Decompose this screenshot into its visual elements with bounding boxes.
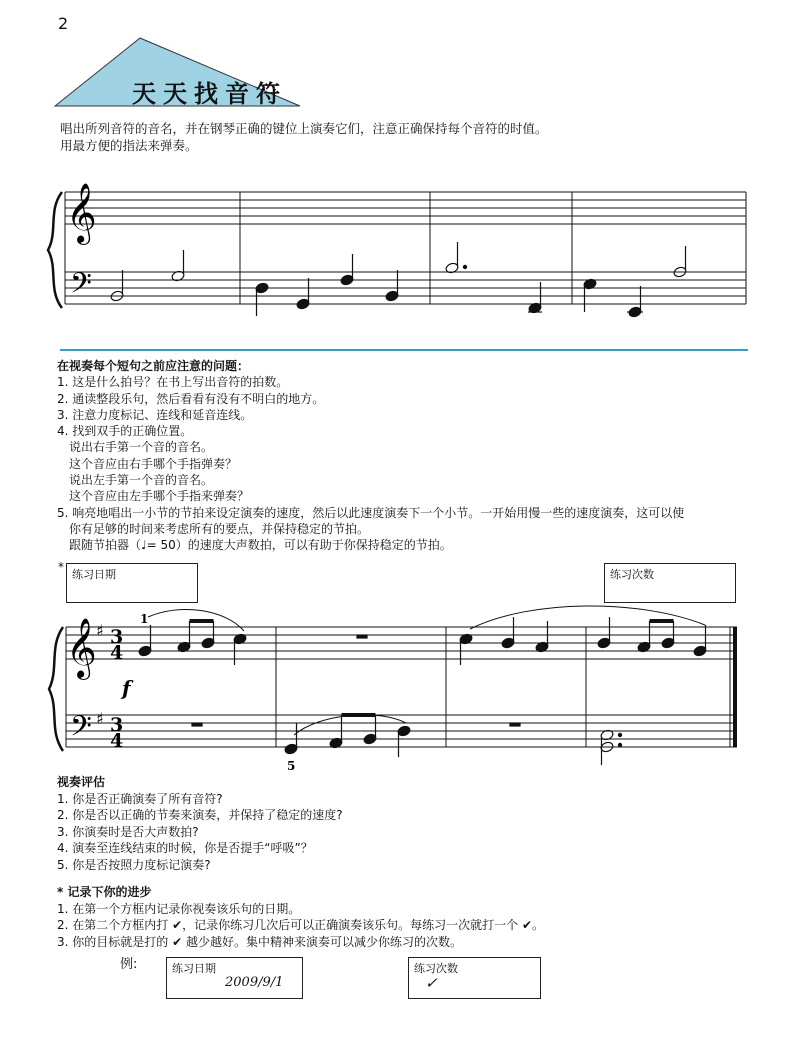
tip-item: 1. 这是什么拍号？在书上写出音符的拍数。 — [57, 375, 289, 390]
brace — [48, 192, 62, 308]
time-signature-top: 3 — [110, 626, 124, 648]
intro-line: 用最方便的指法来弹奏。 — [60, 138, 198, 153]
dynamic-forte: f — [122, 676, 131, 700]
practice-date-label: 练习日期 — [72, 568, 116, 581]
treble-clef-icon: 𝄞 — [66, 618, 97, 678]
progress-item: 1. 在第一个方框内记录你视奏该乐句的日期。 — [57, 901, 301, 916]
brace — [49, 627, 63, 751]
section-divider — [60, 349, 748, 351]
tip-item: 5. 响亮地唱出一小节的节拍来设定演奏的速度，然后以此速度演奏下一个小节。一开始用慢一些的速度演奏，这可以使 — [57, 505, 685, 520]
tip-subitem: 这个音应由左手哪个手指来弹奏？ — [69, 489, 250, 504]
sharp-icon: ♯ — [96, 709, 104, 728]
fingering-number: 5 — [287, 759, 296, 773]
progress-item: 2. 在第二个方框内打 ✔，记录你练习几次后可以正确演奏该乐句。每练习一次就打一个 ✔。 — [57, 918, 545, 932]
tip-subitem: 你有足够的时间来考虑所有的要点，并保持稳定的节拍。 — [69, 521, 370, 536]
example-date-box — [166, 957, 303, 999]
tip-subitem: 跟随节拍器（♩= 50）的速度大声数拍，可以有助于你保持稳定的节拍。 — [69, 538, 452, 553]
tips-heading: 在视奏每个短句之前应注意的问题： — [57, 359, 250, 373]
example-date-label: 练习日期 — [172, 962, 216, 975]
sight-reading-staff — [0, 605, 790, 775]
tip-item: 2. 通读整段乐句，然后看看有没有不明白的地方。 — [57, 391, 325, 406]
evaluation-item: 1. 你是否正确演奏了所有音符? — [57, 791, 223, 806]
practice-date-box[interactable] — [66, 563, 198, 603]
evaluation-item: 3. 你演奏时是否大声数拍? — [57, 824, 199, 839]
example-label: 例: — [120, 957, 138, 972]
evaluation-heading: 视奏评估 — [57, 775, 106, 789]
tip-subitem: 说出右手第一个音的音名。 — [69, 440, 214, 455]
progress-item: 3. 你的目标就是打的 ✔ 越少越好。集中精神来演奏可以减少你练习的次数。 — [57, 934, 462, 949]
tip-subitem: 说出左手第一个音的音名。 — [69, 473, 214, 488]
evaluation-item: 2. 你是否以正确的节奏来演奏，并保持了稳定的速度? — [57, 808, 343, 822]
example-count-box — [408, 957, 541, 999]
bass-clef-icon: 𝄢 — [70, 710, 92, 750]
tip-item: 3. 注意力度标记、连线和延音连线。 — [57, 407, 253, 422]
footnote-asterisk: * — [58, 560, 64, 574]
final-barline — [733, 627, 737, 747]
sight-reading-evaluation — [57, 774, 757, 873]
note-exercise-staff — [0, 170, 790, 320]
page-number: 2 — [58, 14, 69, 33]
time-signature-bottom: 4 — [110, 730, 124, 752]
time-signature-bottom: 4 — [110, 642, 124, 664]
evaluation-item: 4. 演奏至连线结束的时候，你是否提手“呼吸”？ — [57, 841, 313, 855]
intro-line: 唱出所列音符的音名，并在钢琴正确的键位上演奏它们，注意正确保持每个音符的时值。 — [60, 121, 548, 136]
fingering-number: 1 — [140, 612, 149, 626]
bass-clef-icon: 𝄢 — [70, 267, 92, 307]
tip-subitem: 这个音应由右手哪个手指弹奏？ — [69, 456, 238, 471]
progress-heading: * 记录下你的进步 — [57, 885, 152, 899]
treble-clef-icon: 𝄞 — [66, 183, 97, 243]
practice-count-label: 练习次数 — [610, 568, 654, 581]
evaluation-item: 5. 你是否按照力度标记演奏? — [57, 857, 211, 872]
intro-text — [60, 120, 740, 154]
phrase-notes — [138, 606, 707, 765]
example-date-value: 2009/9/1 — [225, 975, 284, 990]
time-signature-top: 3 — [110, 714, 124, 736]
progress-section — [57, 884, 777, 950]
practice-count-box[interactable] — [604, 563, 736, 603]
sight-reading-tips — [57, 358, 757, 554]
page-title: 天天找音符 — [132, 80, 287, 108]
example-count-label: 练习次数 — [414, 962, 458, 975]
tip-item: 4. 找到双手的正确位置。 — [57, 424, 193, 439]
title-banner — [0, 0, 790, 120]
sharp-icon: ♯ — [96, 621, 104, 640]
check-mark-icon: ✓ — [425, 974, 438, 992]
